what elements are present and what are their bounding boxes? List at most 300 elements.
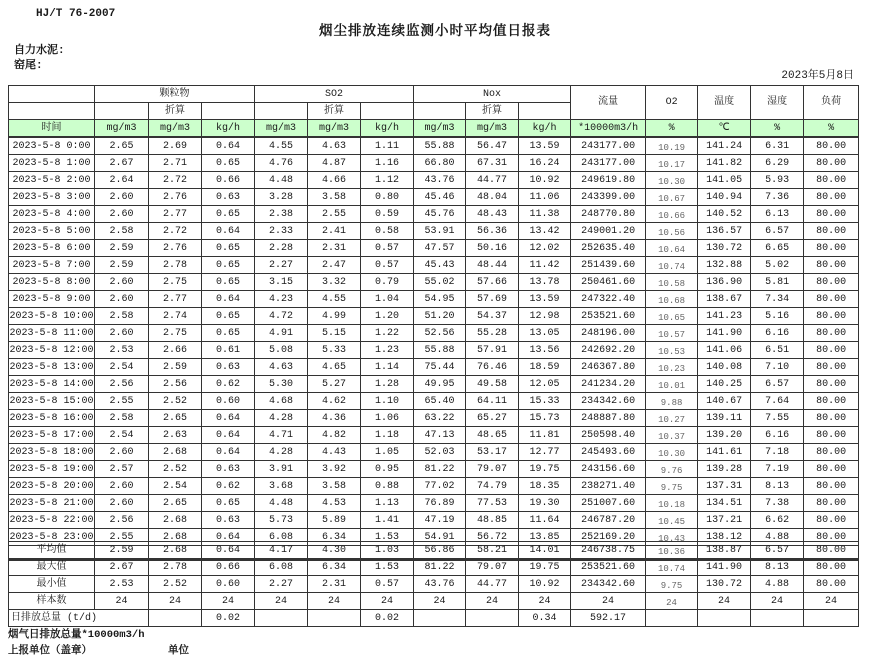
value-cell: 80.00 (804, 410, 859, 427)
value-cell: 141.90 (698, 559, 751, 576)
value-cell: 141.24 (698, 137, 751, 155)
value-cell: 2.68 (149, 529, 202, 546)
value-cell: 2.60 (95, 478, 149, 495)
value-cell: 52.56 (414, 325, 466, 342)
value-cell: 4.66 (308, 172, 361, 189)
value-cell: 2.31 (308, 576, 361, 593)
value-cell: 1.28 (361, 376, 414, 393)
value-cell: 6.08 (255, 529, 308, 546)
value-cell: 2.55 (308, 206, 361, 223)
value-cell: 0.95 (361, 461, 414, 478)
value-cell: 80.00 (804, 155, 859, 172)
value-cell: 24 (149, 593, 202, 610)
data-row (9, 444, 859, 461)
header-flow: 流量 (571, 86, 646, 120)
value-cell: 80.00 (804, 308, 859, 325)
data-row (9, 223, 859, 240)
value-cell: 4.63 (308, 137, 361, 155)
value-cell: 249001.20 (571, 223, 646, 240)
value-cell: 0.66 (202, 559, 255, 576)
value-cell: 5.33 (308, 342, 361, 359)
value-cell (149, 610, 202, 627)
value-cell: 2.67 (95, 155, 149, 172)
header-temperature: 温度 (698, 86, 751, 120)
value-cell: 4.63 (255, 359, 308, 376)
value-cell: 10.57 (646, 325, 698, 342)
data-row (9, 393, 859, 410)
value-cell: 234342.60 (571, 576, 646, 593)
value-cell: 10.30 (646, 444, 698, 461)
value-cell: 24 (202, 593, 255, 610)
header-nox: Nox (414, 86, 571, 103)
value-cell: 1.20 (361, 308, 414, 325)
value-cell: 4.62 (308, 393, 361, 410)
value-cell: 66.80 (414, 155, 466, 172)
value-cell: 140.67 (698, 393, 751, 410)
value-cell: 7.36 (751, 189, 804, 206)
value-cell: 5.30 (255, 376, 308, 393)
value-cell: 10.64 (646, 240, 698, 257)
value-cell: 4.17 (255, 542, 308, 559)
value-cell: 80.00 (804, 512, 859, 529)
value-cell: 2.58 (95, 410, 149, 427)
value-cell: 8.13 (751, 559, 804, 576)
value-cell: 80.00 (804, 427, 859, 444)
value-cell: 13.59 (519, 137, 571, 155)
data-row (9, 206, 859, 223)
header-empty-cell (95, 103, 149, 120)
value-cell: 10.18 (646, 495, 698, 512)
value-cell: 246787.20 (571, 512, 646, 529)
value-cell: 0.02 (202, 610, 255, 627)
value-cell: 0.59 (361, 206, 414, 223)
value-cell: 2.65 (149, 495, 202, 512)
value-cell (751, 610, 804, 627)
value-cell: 139.28 (698, 461, 751, 478)
value-cell: 10.01 (646, 376, 698, 393)
value-cell: 58.21 (466, 542, 519, 559)
value-cell: 6.08 (255, 559, 308, 576)
value-cell: 48.85 (466, 512, 519, 529)
value-cell: 247322.40 (571, 291, 646, 308)
value-cell (698, 610, 751, 627)
value-cell: 2.33 (255, 223, 308, 240)
value-cell: 0.64 (202, 542, 255, 559)
value-cell: 10.67 (646, 189, 698, 206)
value-cell: 48.65 (466, 427, 519, 444)
time-cell: 2023-5-8 5:00 (9, 223, 95, 240)
header-empty-cell (9, 103, 95, 120)
value-cell: 2.54 (149, 478, 202, 495)
value-cell: 6.62 (751, 512, 804, 529)
value-cell: 242692.20 (571, 342, 646, 359)
time-cell: 2023-5-8 22:00 (9, 512, 95, 529)
value-cell: 6.51 (751, 342, 804, 359)
value-cell: 4.88 (751, 529, 804, 546)
value-cell: 48.44 (466, 257, 519, 274)
data-row (9, 427, 859, 444)
value-cell: 4.36 (308, 410, 361, 427)
summary-row (9, 542, 859, 559)
value-cell: 51.20 (414, 308, 466, 325)
value-cell: 141.23 (698, 308, 751, 325)
summary-label-cell: 最小值 (9, 576, 95, 593)
value-cell: 251007.60 (571, 495, 646, 512)
value-cell: 10.92 (519, 172, 571, 189)
value-cell: 4.87 (308, 155, 361, 172)
value-cell: 4.30 (308, 542, 361, 559)
value-cell: 5.16 (751, 308, 804, 325)
value-cell: 80.00 (804, 206, 859, 223)
value-cell: 79.07 (466, 559, 519, 576)
value-cell: 2.41 (308, 223, 361, 240)
value-cell: 80.00 (804, 342, 859, 359)
value-cell: 8.13 (751, 478, 804, 495)
daily-total-label: 日排放总量 (t/d) (9, 610, 149, 627)
value-cell: 6.65 (751, 240, 804, 257)
time-cell: 2023-5-8 21:00 (9, 495, 95, 512)
value-cell: 1.22 (361, 325, 414, 342)
value-cell: 4.71 (255, 427, 308, 444)
value-cell: 2.58 (95, 223, 149, 240)
value-cell: 2.75 (149, 274, 202, 291)
value-cell: 15.73 (519, 410, 571, 427)
value-cell: 24 (466, 593, 519, 610)
value-cell (308, 610, 361, 627)
value-cell: 45.43 (414, 257, 466, 274)
location-label: 窑尾: (14, 60, 43, 72)
value-cell: 12.05 (519, 376, 571, 393)
data-row (9, 172, 859, 189)
value-cell: 0.64 (202, 444, 255, 461)
header-load: 负荷 (804, 86, 859, 120)
value-cell: 44.77 (466, 576, 519, 593)
value-cell: 54.95 (414, 291, 466, 308)
time-cell: 2023-5-8 16:00 (9, 410, 95, 427)
value-cell: 0.34 (519, 610, 571, 627)
time-cell: 2023-5-8 17:00 (9, 427, 95, 444)
value-cell: 49.95 (414, 376, 466, 393)
value-cell: 0.57 (361, 576, 414, 593)
value-cell: 2.66 (149, 342, 202, 359)
time-cell: 2023-5-8 7:00 (9, 257, 95, 274)
value-cell: 141.82 (698, 155, 751, 172)
value-cell: 4.68 (255, 393, 308, 410)
value-cell: 6.16 (751, 325, 804, 342)
value-cell: 24 (519, 593, 571, 610)
value-cell: 138.67 (698, 291, 751, 308)
value-cell: 10.19 (646, 137, 698, 155)
value-cell: 2.57 (95, 461, 149, 478)
summary-label-cell: 样本数 (9, 593, 95, 610)
value-cell: 11.64 (519, 512, 571, 529)
value-cell: 24 (361, 593, 414, 610)
value-cell: 45.46 (414, 189, 466, 206)
value-cell: 4.65 (308, 359, 361, 376)
value-cell: 55.02 (414, 274, 466, 291)
value-cell: 1.14 (361, 359, 414, 376)
value-cell: 24 (255, 593, 308, 610)
value-cell: 4.28 (255, 444, 308, 461)
value-cell: 13.42 (519, 223, 571, 240)
value-cell: 10.58 (646, 274, 698, 291)
value-cell: 47.19 (414, 512, 466, 529)
value-cell: 141.90 (698, 325, 751, 342)
value-cell: 141.61 (698, 444, 751, 461)
data-row (9, 359, 859, 376)
value-cell: 49.58 (466, 376, 519, 393)
value-cell: 2.76 (149, 240, 202, 257)
value-cell: 234342.60 (571, 393, 646, 410)
value-cell: 2.59 (149, 359, 202, 376)
value-cell: 10.30 (646, 172, 698, 189)
value-cell: 24 (95, 593, 149, 610)
value-cell: 11.38 (519, 206, 571, 223)
value-cell: 0.60 (202, 576, 255, 593)
value-cell: 250598.40 (571, 427, 646, 444)
value-cell: 2.56 (95, 376, 149, 393)
data-row (9, 512, 859, 529)
time-cell: 2023-5-8 11:00 (9, 325, 95, 342)
value-cell: 6.34 (308, 529, 361, 546)
unit-cell: mg/m3 (255, 120, 308, 138)
value-cell: 0.65 (202, 495, 255, 512)
value-cell: 0.57 (361, 257, 414, 274)
value-cell: 2.54 (95, 359, 149, 376)
value-cell: 9.75 (646, 576, 698, 593)
value-cell: 4.88 (751, 576, 804, 593)
time-cell: 2023-5-8 23:00 (9, 529, 95, 546)
data-row (9, 291, 859, 308)
value-cell: 11.06 (519, 189, 571, 206)
value-cell: 140.52 (698, 206, 751, 223)
value-cell: 3.91 (255, 461, 308, 478)
time-cell: 2023-5-8 6:00 (9, 240, 95, 257)
value-cell: 11.81 (519, 427, 571, 444)
value-cell: 54.37 (466, 308, 519, 325)
unit-cell: mg/m3 (149, 120, 202, 138)
header-empty-cell (414, 103, 466, 120)
value-cell: 1.18 (361, 427, 414, 444)
time-cell: 2023-5-8 2:00 (9, 172, 95, 189)
value-cell (414, 610, 466, 627)
value-cell: 2.77 (149, 291, 202, 308)
value-cell (466, 610, 519, 627)
units-row (9, 120, 859, 138)
value-cell: 75.44 (414, 359, 466, 376)
value-cell: 139.20 (698, 427, 751, 444)
value-cell: 9.76 (646, 461, 698, 478)
value-cell: 5.08 (255, 342, 308, 359)
value-cell: 19.75 (519, 559, 571, 576)
reporting-unit-label: 上报单位（盖章） (8, 645, 92, 657)
value-cell: 249619.80 (571, 172, 646, 189)
value-cell: 5.89 (308, 512, 361, 529)
value-cell: 80.00 (804, 240, 859, 257)
value-cell: 19.30 (519, 495, 571, 512)
value-cell: 80.00 (804, 172, 859, 189)
value-cell: 43.76 (414, 576, 466, 593)
value-cell: 10.74 (646, 257, 698, 274)
value-cell: 2.69 (149, 137, 202, 155)
main-table-body (9, 137, 859, 560)
value-cell: 2.76 (149, 189, 202, 206)
value-cell: 6.13 (751, 206, 804, 223)
value-cell: 141.05 (698, 172, 751, 189)
value-cell: 4.82 (308, 427, 361, 444)
value-cell: 1.06 (361, 410, 414, 427)
time-cell: 2023-5-8 3:00 (9, 189, 95, 206)
summary-row (9, 593, 859, 610)
value-cell: 2.59 (95, 240, 149, 257)
value-cell: 44.77 (466, 172, 519, 189)
value-cell: 80.00 (804, 376, 859, 393)
value-cell: 4.76 (255, 155, 308, 172)
summary-table (8, 541, 859, 627)
value-cell: 2.72 (149, 223, 202, 240)
value-cell: 6.16 (751, 427, 804, 444)
value-cell: 2.60 (95, 325, 149, 342)
value-cell: 5.27 (308, 376, 361, 393)
value-cell: 77.02 (414, 478, 466, 495)
value-cell: 243177.00 (571, 137, 646, 155)
value-cell: 2.55 (95, 393, 149, 410)
value-cell: 136.90 (698, 274, 751, 291)
value-cell: 138.87 (698, 542, 751, 559)
value-cell: 2.59 (95, 257, 149, 274)
value-cell: 7.64 (751, 393, 804, 410)
unit-cell: kg/h (361, 120, 414, 138)
value-cell: 10.92 (519, 576, 571, 593)
value-cell: 6.57 (751, 542, 804, 559)
value-cell: 0.57 (361, 240, 414, 257)
value-cell: 7.34 (751, 291, 804, 308)
value-cell: 2.60 (95, 444, 149, 461)
header-group-row (9, 86, 859, 103)
value-cell: 1.41 (361, 512, 414, 529)
value-cell: 80.00 (804, 274, 859, 291)
value-cell: 2.52 (149, 393, 202, 410)
value-cell: 24 (804, 593, 859, 610)
time-cell: 2023-5-8 10:00 (9, 308, 95, 325)
value-cell: 2.78 (149, 559, 202, 576)
value-cell: 80.00 (804, 291, 859, 308)
value-cell: 243177.00 (571, 155, 646, 172)
value-cell: 24 (751, 593, 804, 610)
value-cell: 2.78 (149, 257, 202, 274)
summary-label-cell: 最大值 (9, 559, 95, 576)
value-cell: 74.79 (466, 478, 519, 495)
value-cell: 80.00 (804, 529, 859, 546)
value-cell: 2.52 (149, 576, 202, 593)
value-cell: 13.56 (519, 342, 571, 359)
value-cell: 6.57 (751, 223, 804, 240)
value-cell: 56.86 (414, 542, 466, 559)
value-cell: 2.56 (95, 512, 149, 529)
header-humidity: 湿度 (751, 86, 804, 120)
value-cell: 2.63 (149, 427, 202, 444)
value-cell (646, 610, 698, 627)
value-cell: 0.65 (202, 206, 255, 223)
header-pm: 颗粒物 (95, 86, 255, 103)
unit-cell: mg/m3 (308, 120, 361, 138)
value-cell: 2.60 (95, 495, 149, 512)
value-cell: 4.91 (255, 325, 308, 342)
value-cell: 65.27 (466, 410, 519, 427)
value-cell: 80.00 (804, 137, 859, 155)
value-cell: 0.62 (202, 376, 255, 393)
value-cell: 2.55 (95, 529, 149, 546)
value-cell: 253521.60 (571, 559, 646, 576)
value-cell: 9.88 (646, 393, 698, 410)
unit-cell: % (646, 120, 698, 138)
value-cell: 2.71 (149, 155, 202, 172)
daily-total-row (9, 610, 859, 627)
value-cell: 2.60 (95, 274, 149, 291)
unit-cell: % (804, 120, 859, 138)
value-cell: 10.37 (646, 427, 698, 444)
value-cell: 5.93 (751, 172, 804, 189)
value-cell: 63.22 (414, 410, 466, 427)
value-cell: 2.60 (95, 291, 149, 308)
value-cell: 0.64 (202, 291, 255, 308)
value-cell: 80.00 (804, 542, 859, 559)
value-cell: 57.66 (466, 274, 519, 291)
value-cell: 10.23 (646, 359, 698, 376)
value-cell: 0.65 (202, 240, 255, 257)
value-cell: 1.11 (361, 137, 414, 155)
value-cell: 16.24 (519, 155, 571, 172)
value-cell: 139.11 (698, 410, 751, 427)
unit-cell: % (751, 120, 804, 138)
value-cell: 2.64 (95, 172, 149, 189)
value-cell: 80.00 (804, 444, 859, 461)
value-cell: 80.00 (804, 189, 859, 206)
value-cell: 55.88 (414, 137, 466, 155)
data-row (9, 240, 859, 257)
value-cell: 2.56 (149, 376, 202, 393)
value-cell: 130.72 (698, 240, 751, 257)
value-cell: 1.03 (361, 542, 414, 559)
value-cell: 80.00 (804, 478, 859, 495)
value-cell: 140.94 (698, 189, 751, 206)
value-cell: 0.63 (202, 359, 255, 376)
unit-cell: kg/h (202, 120, 255, 138)
value-cell: 2.27 (255, 257, 308, 274)
unit-cell: kg/h (519, 120, 571, 138)
value-cell: 0.64 (202, 137, 255, 155)
company-label: 自力水泥: (14, 45, 65, 57)
value-cell: 76.89 (414, 495, 466, 512)
value-cell: 132.88 (698, 257, 751, 274)
value-cell: 10.74 (646, 559, 698, 576)
value-cell: 0.65 (202, 257, 255, 274)
value-cell: 2.38 (255, 206, 308, 223)
value-cell: 10.65 (646, 308, 698, 325)
standard-code: HJ/T 76-2007 (36, 8, 116, 20)
value-cell: 2.60 (95, 206, 149, 223)
value-cell: 77.53 (466, 495, 519, 512)
summary-row (9, 576, 859, 593)
value-cell: 50.16 (466, 240, 519, 257)
data-row (9, 376, 859, 393)
time-cell: 2023-5-8 12:00 (9, 342, 95, 359)
page-title: 烟尘排放连续监测小时平均值日报表 (319, 23, 551, 38)
value-cell: 3.68 (255, 478, 308, 495)
value-cell: 80.00 (804, 495, 859, 512)
value-cell: 13.59 (519, 291, 571, 308)
value-cell: 6.29 (751, 155, 804, 172)
